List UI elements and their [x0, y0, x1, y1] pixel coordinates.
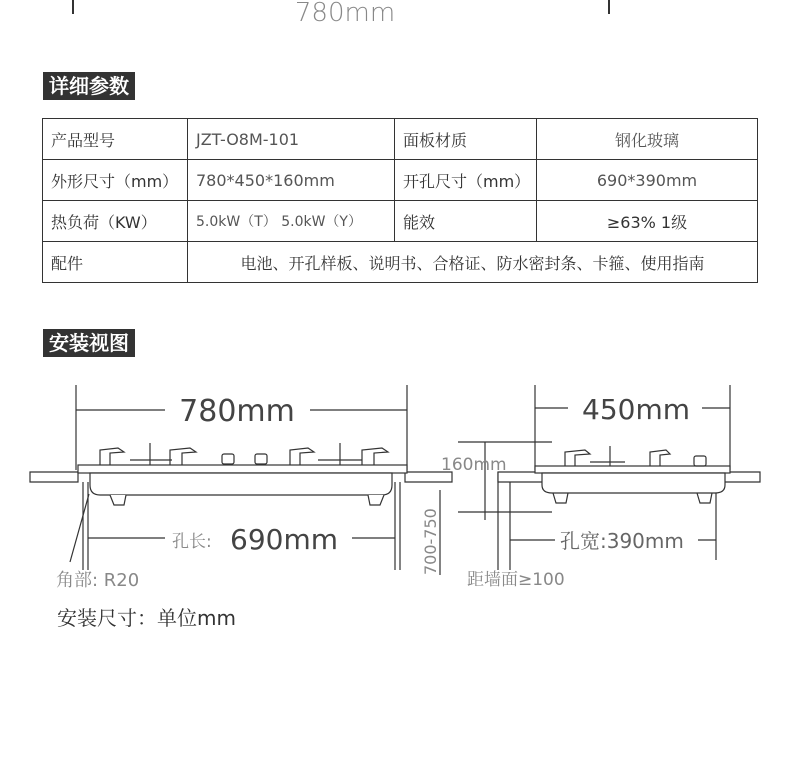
hole-length-value: 690mm: [230, 523, 338, 556]
cabinet-height-label: 700-750: [421, 508, 440, 575]
spec-label: 开孔尺寸（mm）: [395, 160, 537, 201]
top-dimension-label: 780mm: [294, 0, 396, 28]
install-diagram: [0, 370, 790, 640]
spec-label: 外形尺寸（mm）: [43, 160, 188, 201]
counter-left: [30, 472, 78, 482]
spec-value: 690*390mm: [537, 160, 758, 201]
corner-label: 角部: R20: [56, 570, 140, 591]
table-row: [43, 201, 758, 242]
glass-panel: [78, 465, 407, 473]
spec-section-title: 详细参数: [43, 72, 135, 100]
hole-width-label: 孔宽:390mm: [560, 529, 684, 553]
top-dimension: [0, 0, 790, 30]
hole-length-prefix: 孔长:: [172, 532, 212, 552]
depth-label: 450mm: [582, 393, 690, 426]
spec-label: 配件: [43, 242, 188, 283]
spec-value: ≥63% 1级: [537, 201, 758, 242]
spec-value: 780*450*160mm: [188, 160, 395, 201]
spec-label: 产品型号: [43, 119, 188, 160]
spec-value: 钢化玻璃: [537, 119, 758, 160]
spec-table: [42, 118, 758, 283]
install-section-title: 安装视图: [43, 329, 135, 357]
spec-value: JZT-O8M-101: [188, 119, 395, 160]
table-row: [43, 242, 758, 283]
spec-label: 面板材质: [395, 119, 537, 160]
wall-distance-label: 距墙面≥100: [467, 570, 565, 590]
knob: [255, 454, 267, 464]
pan-support: [100, 448, 124, 465]
hob-body: [90, 473, 392, 495]
spec-label: 能效: [395, 201, 537, 242]
table-row: [43, 160, 758, 201]
knob: [222, 454, 234, 464]
unit-note: 安装尺寸：单位mm: [57, 606, 236, 630]
spec-value: 5.0kW（T） 5.0kW（Y）: [188, 201, 395, 242]
height-label: 160mm: [441, 455, 507, 475]
spec-label: 热负荷（KW）: [43, 201, 188, 242]
table-row: [43, 119, 758, 160]
spec-value: 电池、开孔样板、说明书、合格证、防水密封条、卡箍、使用指南: [188, 242, 758, 283]
width-label: 780mm: [179, 394, 295, 429]
